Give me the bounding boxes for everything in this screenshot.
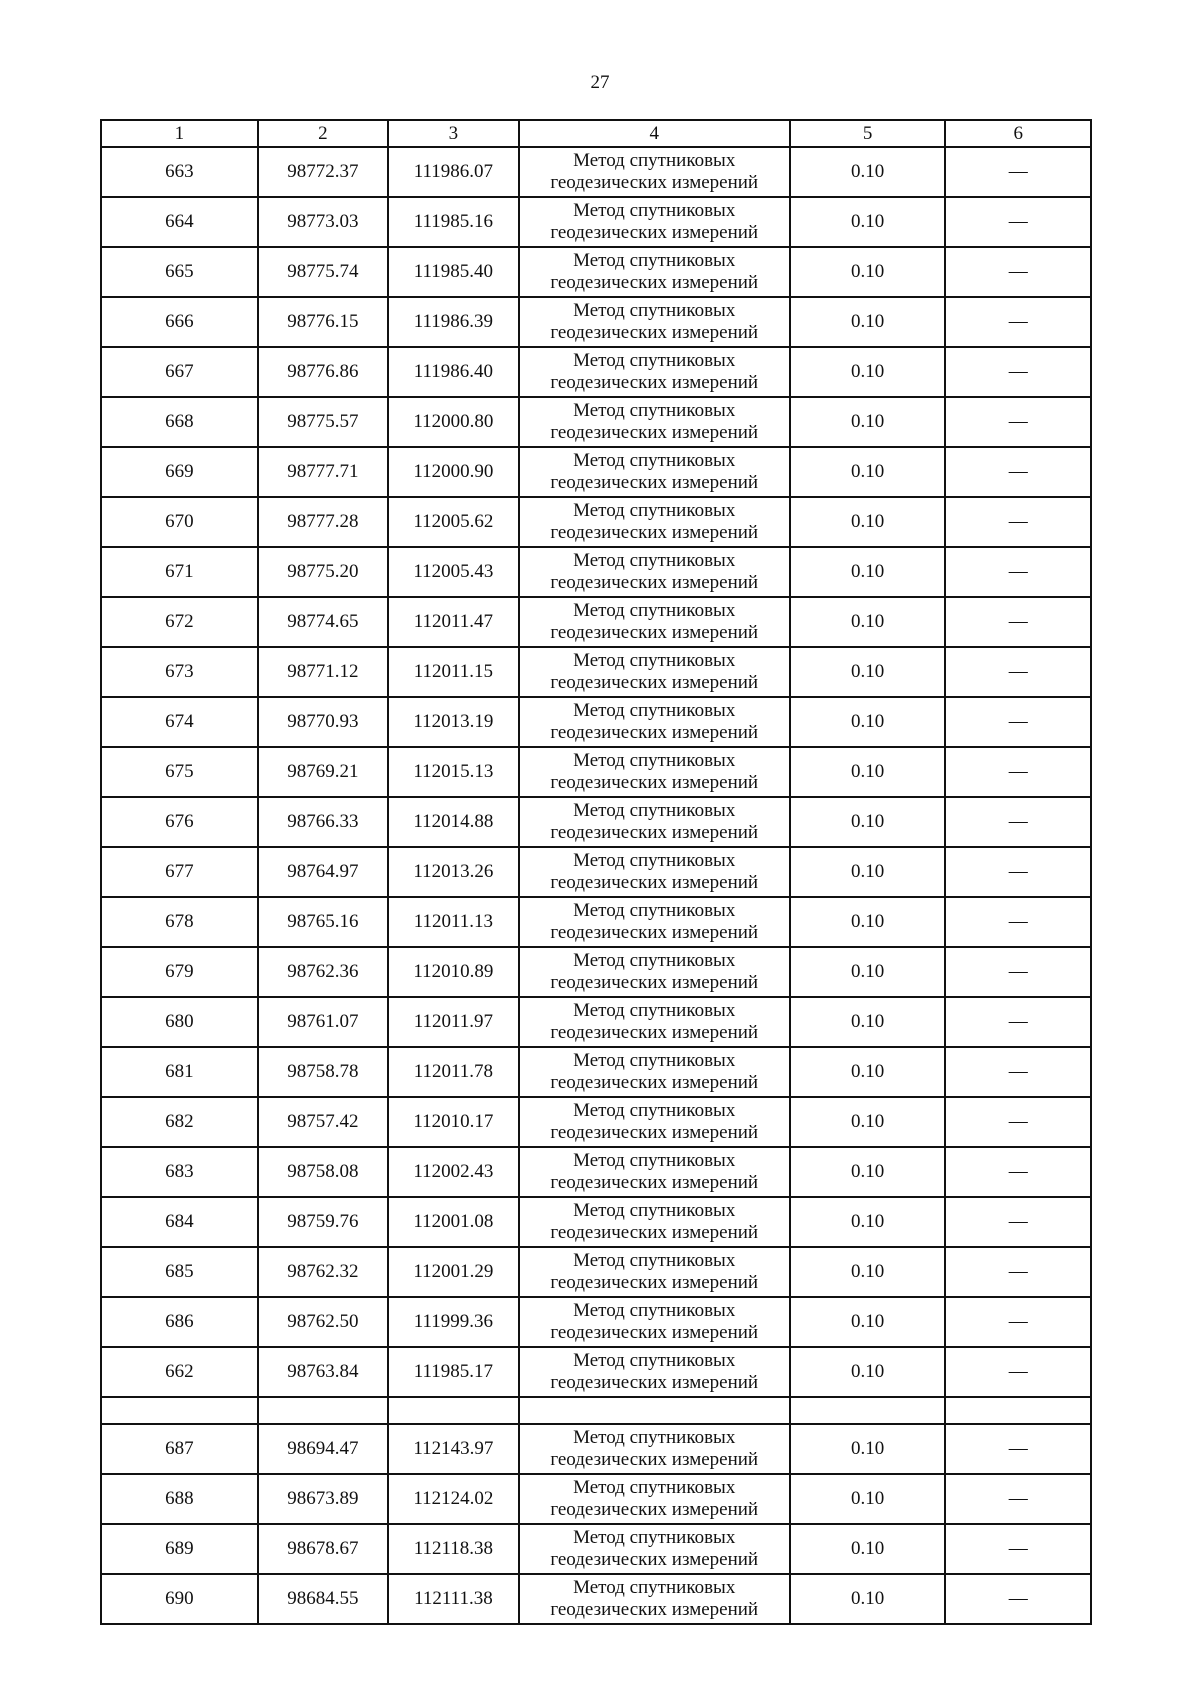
method-cell: Метод спутниковых геодезических измерений: [519, 1474, 790, 1524]
point-number-cell: 676: [101, 797, 258, 847]
y-coordinate-cell: 112011.97: [388, 997, 519, 1047]
method-cell: Метод спутниковых геодезических измерений: [519, 1047, 790, 1097]
note-cell: —: [945, 447, 1091, 497]
accuracy-cell: 0.10: [790, 197, 946, 247]
method-cell: Метод спутниковых геодезических измерений: [519, 897, 790, 947]
y-coordinate-cell: 112010.17: [388, 1097, 519, 1147]
method-cell: Метод спутниковых геодезических измерений: [519, 1524, 790, 1574]
spacer-row: [101, 1397, 1091, 1424]
method-cell: Метод спутниковых геодезических измерений: [519, 647, 790, 697]
accuracy-cell: 0.10: [790, 697, 946, 747]
empty-cell: [258, 1397, 389, 1424]
method-cell: Метод спутниковых геодезических измерений: [519, 1424, 790, 1474]
point-number-cell: 668: [101, 397, 258, 447]
table-row: [101, 1247, 1091, 1297]
method-cell: Метод спутниковых геодезических измерений: [519, 947, 790, 997]
point-number-cell: 674: [101, 697, 258, 747]
x-coordinate-cell: 98684.55: [258, 1574, 389, 1624]
accuracy-cell: 0.10: [790, 847, 946, 897]
x-coordinate-cell: 98770.93: [258, 697, 389, 747]
x-coordinate-cell: 98769.21: [258, 747, 389, 797]
table-row: [101, 1147, 1091, 1197]
point-number-cell: 662: [101, 1347, 258, 1397]
empty-cell: [790, 1397, 946, 1424]
table-row: [101, 597, 1091, 647]
table-row: [101, 997, 1091, 1047]
table-row: [101, 897, 1091, 947]
column-header-3: 3: [388, 120, 519, 147]
accuracy-cell: 0.10: [790, 1424, 946, 1474]
point-number-cell: 677: [101, 847, 258, 897]
point-number-cell: 681: [101, 1047, 258, 1097]
accuracy-cell: 0.10: [790, 447, 946, 497]
y-coordinate-cell: 111986.39: [388, 297, 519, 347]
method-cell: Метод спутниковых геодезических измерений: [519, 1147, 790, 1197]
method-cell: Метод спутниковых геодезических измерений: [519, 197, 790, 247]
y-coordinate-cell: 112011.47: [388, 597, 519, 647]
column-header-1: 1: [101, 120, 258, 147]
column-header-6: 6: [945, 120, 1091, 147]
x-coordinate-cell: 98762.32: [258, 1247, 389, 1297]
table-row: [101, 497, 1091, 547]
note-cell: —: [945, 897, 1091, 947]
accuracy-cell: 0.10: [790, 1297, 946, 1347]
accuracy-cell: 0.10: [790, 1197, 946, 1247]
y-coordinate-cell: 112124.02: [388, 1474, 519, 1524]
point-number-cell: 670: [101, 497, 258, 547]
table-row: [101, 1297, 1091, 1347]
accuracy-cell: 0.10: [790, 147, 946, 197]
y-coordinate-cell: 111986.40: [388, 347, 519, 397]
point-number-cell: 679: [101, 947, 258, 997]
point-number-cell: 665: [101, 247, 258, 297]
note-cell: —: [945, 797, 1091, 847]
note-cell: —: [945, 947, 1091, 997]
note-cell: —: [945, 197, 1091, 247]
accuracy-cell: 0.10: [790, 647, 946, 697]
method-cell: Метод спутниковых геодезических измерений: [519, 447, 790, 497]
accuracy-cell: 0.10: [790, 547, 946, 597]
point-number-cell: 664: [101, 197, 258, 247]
point-number-cell: 687: [101, 1424, 258, 1474]
y-coordinate-cell: 111985.40: [388, 247, 519, 297]
empty-cell: [101, 1397, 258, 1424]
table-row: [101, 697, 1091, 747]
note-cell: —: [945, 1424, 1091, 1474]
x-coordinate-cell: 98763.84: [258, 1347, 389, 1397]
accuracy-cell: 0.10: [790, 497, 946, 547]
note-cell: —: [945, 347, 1091, 397]
note-cell: —: [945, 1197, 1091, 1247]
x-coordinate-cell: 98764.97: [258, 847, 389, 897]
y-coordinate-cell: 112001.29: [388, 1247, 519, 1297]
coordinates-table: [100, 119, 1092, 1625]
x-coordinate-cell: 98765.16: [258, 897, 389, 947]
x-coordinate-cell: 98758.78: [258, 1047, 389, 1097]
point-number-cell: 688: [101, 1474, 258, 1524]
accuracy-cell: 0.10: [790, 1574, 946, 1624]
method-cell: Метод спутниковых геодезических измерений: [519, 1097, 790, 1147]
method-cell: Метод спутниковых геодезических измерений: [519, 297, 790, 347]
table-row: [101, 247, 1091, 297]
point-number-cell: 673: [101, 647, 258, 697]
table-row: [101, 397, 1091, 447]
y-coordinate-cell: 112011.13: [388, 897, 519, 947]
accuracy-cell: 0.10: [790, 1524, 946, 1574]
note-cell: —: [945, 747, 1091, 797]
y-coordinate-cell: 112005.43: [388, 547, 519, 597]
note-cell: —: [945, 1524, 1091, 1574]
note-cell: —: [945, 997, 1091, 1047]
table-row: [101, 347, 1091, 397]
method-cell: Метод спутниковых геодезических измерений: [519, 397, 790, 447]
page-number: 27: [590, 72, 610, 93]
y-coordinate-cell: 112005.62: [388, 497, 519, 547]
method-cell: Метод спутниковых геодезических измерений: [519, 997, 790, 1047]
x-coordinate-cell: 98776.86: [258, 347, 389, 397]
table-row: [101, 1574, 1091, 1624]
x-coordinate-cell: 98775.20: [258, 547, 389, 597]
note-cell: —: [945, 1247, 1091, 1297]
note-cell: —: [945, 647, 1091, 697]
table-row: [101, 647, 1091, 697]
y-coordinate-cell: 111986.07: [388, 147, 519, 197]
y-coordinate-cell: 112118.38: [388, 1524, 519, 1574]
accuracy-cell: 0.10: [790, 1047, 946, 1097]
method-cell: Метод спутниковых геодезических измерений: [519, 1574, 790, 1624]
accuracy-cell: 0.10: [790, 897, 946, 947]
x-coordinate-cell: 98773.03: [258, 197, 389, 247]
column-header-4: 4: [519, 120, 790, 147]
point-number-cell: 683: [101, 1147, 258, 1197]
note-cell: —: [945, 1047, 1091, 1097]
table-row: [101, 747, 1091, 797]
method-cell: Метод спутниковых геодезических измерений: [519, 497, 790, 547]
y-coordinate-cell: 112000.90: [388, 447, 519, 497]
y-coordinate-cell: 111985.17: [388, 1347, 519, 1397]
table-row: [101, 547, 1091, 597]
note-cell: —: [945, 847, 1091, 897]
accuracy-cell: 0.10: [790, 247, 946, 297]
x-coordinate-cell: 98775.57: [258, 397, 389, 447]
x-coordinate-cell: 98777.71: [258, 447, 389, 497]
point-number-cell: 663: [101, 147, 258, 197]
point-number-cell: 669: [101, 447, 258, 497]
point-number-cell: 690: [101, 1574, 258, 1624]
table-row: [101, 797, 1091, 847]
table-row: [101, 1347, 1091, 1397]
y-coordinate-cell: 112000.80: [388, 397, 519, 447]
y-coordinate-cell: 112011.15: [388, 647, 519, 697]
note-cell: —: [945, 697, 1091, 747]
table-body: [101, 147, 1091, 1624]
method-cell: Метод спутниковых геодезических измерений: [519, 747, 790, 797]
note-cell: —: [945, 247, 1091, 297]
point-number-cell: 666: [101, 297, 258, 347]
table-row: [101, 1474, 1091, 1524]
accuracy-cell: 0.10: [790, 347, 946, 397]
note-cell: —: [945, 497, 1091, 547]
accuracy-cell: 0.10: [790, 1097, 946, 1147]
method-cell: Метод спутниковых геодезических измерений: [519, 597, 790, 647]
y-coordinate-cell: 111985.16: [388, 197, 519, 247]
note-cell: —: [945, 1574, 1091, 1624]
y-coordinate-cell: 111999.36: [388, 1297, 519, 1347]
x-coordinate-cell: 98762.50: [258, 1297, 389, 1347]
empty-cell: [388, 1397, 519, 1424]
x-coordinate-cell: 98774.65: [258, 597, 389, 647]
table-row: [101, 847, 1091, 897]
x-coordinate-cell: 98771.12: [258, 647, 389, 697]
accuracy-cell: 0.10: [790, 1474, 946, 1524]
x-coordinate-cell: 98775.74: [258, 247, 389, 297]
point-number-cell: 672: [101, 597, 258, 647]
table-row: [101, 147, 1091, 197]
note-cell: —: [945, 1474, 1091, 1524]
point-number-cell: 667: [101, 347, 258, 397]
table-row: [101, 1197, 1091, 1247]
column-header-5: 5: [790, 120, 946, 147]
accuracy-cell: 0.10: [790, 797, 946, 847]
point-number-cell: 675: [101, 747, 258, 797]
method-cell: Метод спутниковых геодезических измерений: [519, 347, 790, 397]
point-number-cell: 684: [101, 1197, 258, 1247]
method-cell: Метод спутниковых геодезических измерений: [519, 247, 790, 297]
point-number-cell: 680: [101, 997, 258, 1047]
point-number-cell: 671: [101, 547, 258, 597]
point-number-cell: 685: [101, 1247, 258, 1297]
point-number-cell: 678: [101, 897, 258, 947]
point-number-cell: 682: [101, 1097, 258, 1147]
y-coordinate-cell: 112011.78: [388, 1047, 519, 1097]
x-coordinate-cell: 98766.33: [258, 797, 389, 847]
empty-cell: [945, 1397, 1091, 1424]
x-coordinate-cell: 98757.42: [258, 1097, 389, 1147]
table-row: [101, 1424, 1091, 1474]
accuracy-cell: 0.10: [790, 397, 946, 447]
y-coordinate-cell: 112002.43: [388, 1147, 519, 1197]
note-cell: —: [945, 597, 1091, 647]
accuracy-cell: 0.10: [790, 597, 946, 647]
x-coordinate-cell: 98776.15: [258, 297, 389, 347]
x-coordinate-cell: 98772.37: [258, 147, 389, 197]
y-coordinate-cell: 112010.89: [388, 947, 519, 997]
x-coordinate-cell: 98678.67: [258, 1524, 389, 1574]
column-header-2: 2: [258, 120, 389, 147]
table-row: [101, 197, 1091, 247]
method-cell: Метод спутниковых геодезических измерений: [519, 547, 790, 597]
point-number-cell: 689: [101, 1524, 258, 1574]
note-cell: —: [945, 547, 1091, 597]
note-cell: —: [945, 1297, 1091, 1347]
x-coordinate-cell: 98777.28: [258, 497, 389, 547]
note-cell: —: [945, 1147, 1091, 1197]
y-coordinate-cell: 112015.13: [388, 747, 519, 797]
y-coordinate-cell: 112143.97: [388, 1424, 519, 1474]
x-coordinate-cell: 98759.76: [258, 1197, 389, 1247]
accuracy-cell: 0.10: [790, 947, 946, 997]
x-coordinate-cell: 98758.08: [258, 1147, 389, 1197]
method-cell: Метод спутниковых геодезических измерений: [519, 1347, 790, 1397]
accuracy-cell: 0.10: [790, 1247, 946, 1297]
table-row: [101, 1097, 1091, 1147]
accuracy-cell: 0.10: [790, 747, 946, 797]
note-cell: —: [945, 147, 1091, 197]
note-cell: —: [945, 1097, 1091, 1147]
method-cell: Метод спутниковых геодезических измерений: [519, 1297, 790, 1347]
y-coordinate-cell: 112111.38: [388, 1574, 519, 1624]
method-cell: Метод спутниковых геодезических измерений: [519, 1247, 790, 1297]
x-coordinate-cell: 98673.89: [258, 1474, 389, 1524]
accuracy-cell: 0.10: [790, 1147, 946, 1197]
y-coordinate-cell: 112013.19: [388, 697, 519, 747]
x-coordinate-cell: 98761.07: [258, 997, 389, 1047]
method-cell: Метод спутниковых геодезических измерений: [519, 697, 790, 747]
accuracy-cell: 0.10: [790, 297, 946, 347]
point-number-cell: 686: [101, 1297, 258, 1347]
accuracy-cell: 0.10: [790, 997, 946, 1047]
method-cell: Метод спутниковых геодезических измерений: [519, 797, 790, 847]
x-coordinate-cell: 98762.36: [258, 947, 389, 997]
table-header-row: [101, 120, 1091, 147]
table-row: [101, 297, 1091, 347]
table-row: [101, 447, 1091, 497]
table-row: [101, 947, 1091, 997]
note-cell: —: [945, 1347, 1091, 1397]
method-cell: Метод спутниковых геодезических измерений: [519, 147, 790, 197]
empty-cell: [519, 1397, 790, 1424]
table-row: [101, 1524, 1091, 1574]
accuracy-cell: 0.10: [790, 1347, 946, 1397]
note-cell: —: [945, 297, 1091, 347]
y-coordinate-cell: 112013.26: [388, 847, 519, 897]
x-coordinate-cell: 98694.47: [258, 1424, 389, 1474]
method-cell: Метод спутниковых геодезических измерений: [519, 847, 790, 897]
method-cell: Метод спутниковых геодезических измерений: [519, 1197, 790, 1247]
y-coordinate-cell: 112001.08: [388, 1197, 519, 1247]
table-row: [101, 1047, 1091, 1097]
note-cell: —: [945, 397, 1091, 447]
y-coordinate-cell: 112014.88: [388, 797, 519, 847]
